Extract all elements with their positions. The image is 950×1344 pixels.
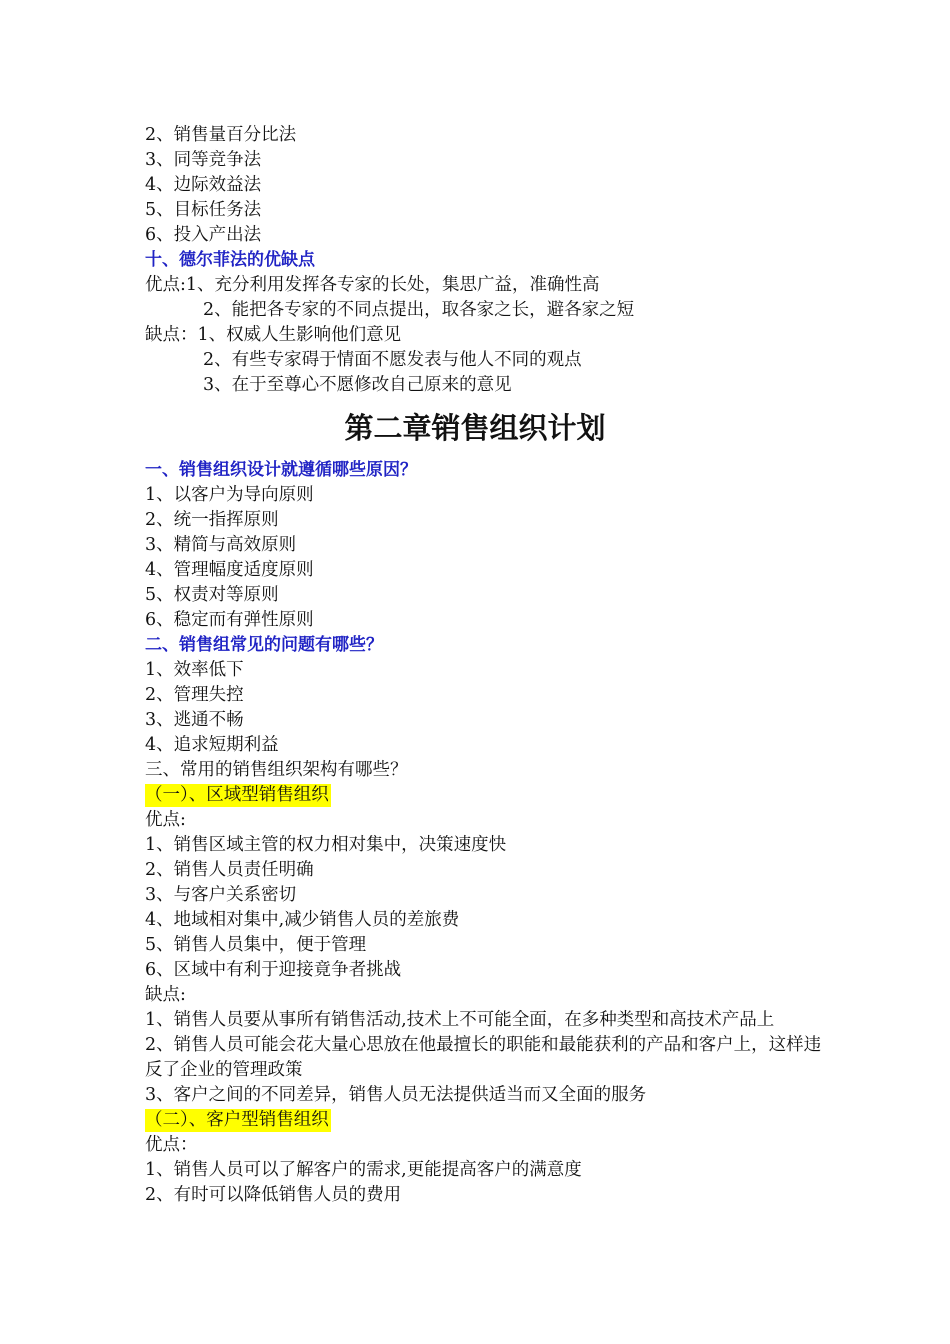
list-item: 3、逃通不畅 bbox=[145, 710, 244, 730]
list-item: 2、销售量百分比法 bbox=[145, 125, 297, 145]
list-item: 5、权责对等原则 bbox=[145, 585, 279, 605]
customer-title-row bbox=[145, 1108, 835, 1133]
regional-title: （一）、区域型销售组织 bbox=[145, 785, 329, 805]
section-heading-delphi: 十、德尔菲法的优缺点 bbox=[145, 250, 315, 270]
delphi-cons-line: 缺点：1、权威人生影响他们意见 bbox=[145, 325, 402, 345]
list-item: 1、以客户为导向原则 bbox=[145, 485, 314, 505]
delphi-cons-line: 3、在于至尊心不愿修改自己原来的意见 bbox=[203, 375, 512, 395]
list-item: 6、投入产出法 bbox=[145, 225, 262, 245]
list-item: 1、销售区域主管的权力相对集中，决策速度快 bbox=[145, 835, 507, 855]
list-item: 3、同等竞争法 bbox=[145, 150, 262, 170]
delphi-pros-line: 优点:1、充分利用发挥各专家的长处，集思广益，准确性高 bbox=[145, 275, 600, 295]
regional-pros-label: 优点: bbox=[145, 810, 186, 830]
chapter-title: 第二章销售组织计划 bbox=[344, 411, 606, 445]
section-heading-problems: 二、销售组常见的问题有哪些？ bbox=[145, 635, 383, 655]
list-item: 6、稳定而有弹性原则 bbox=[145, 610, 314, 630]
regional-title-row bbox=[145, 783, 835, 808]
list-item: 1、销售人员要从事所有销售活动,技术上不可能全面，在多种类型和高技术产品上 bbox=[145, 1010, 775, 1030]
list-item: 2、销售人员可能会花大量心思放在他最擅长的职能和最能获利的产品和客户上，这样违反了企业的管理政策 bbox=[145, 1035, 822, 1080]
list-item: 4、地域相对集中,减少销售人员的差旅费 bbox=[145, 910, 460, 930]
list-item: 1、销售人员可以了解客户的需求,更能提高客户的满意度 bbox=[145, 1160, 582, 1180]
section-heading-principles: 一、销售组织设计就遵循哪些原因？ bbox=[145, 460, 417, 480]
document-page bbox=[145, 123, 835, 1208]
list-item: 2、统一指挥原则 bbox=[145, 510, 279, 530]
regional-cons-label: 缺点: bbox=[145, 985, 186, 1005]
list-item: 6、区域中有利于迎接竟争者挑战 bbox=[145, 960, 402, 980]
list-item: 2、管理失控 bbox=[145, 685, 244, 705]
delphi-cons-line: 2、有些专家碍于情面不愿发表与他人不同的观点 bbox=[203, 350, 582, 370]
list-item: 4、边际效益法 bbox=[145, 175, 262, 195]
structures-question: 三、常用的销售组织架构有哪些？ bbox=[145, 760, 408, 780]
list-item: 1、效率低下 bbox=[145, 660, 244, 680]
customer-title: （二）、客户型销售组织 bbox=[145, 1110, 329, 1130]
list-item: 2、有时可以降低销售人员的费用 bbox=[145, 1185, 402, 1205]
list-item: 5、销售人员集中，便于管理 bbox=[145, 935, 367, 955]
list-item: 3、精简与高效原则 bbox=[145, 535, 297, 555]
list-item: 4、追求短期利益 bbox=[145, 735, 279, 755]
customer-pros-label: 优点： bbox=[145, 1135, 198, 1155]
list-item: 5、目标任务法 bbox=[145, 200, 262, 220]
list-item: 3、与客户关系密切 bbox=[145, 885, 297, 905]
list-item: 4、管理幅度适度原则 bbox=[145, 560, 314, 580]
delphi-pros-line: 2、能把各专家的不同点提出，取各家之长，避各家之短 bbox=[203, 300, 635, 320]
list-item: 3、客户之间的不同差异，销售人员无法提供适当而又全面的服务 bbox=[145, 1085, 647, 1105]
list-item: 2、销售人员责任明确 bbox=[145, 860, 314, 880]
